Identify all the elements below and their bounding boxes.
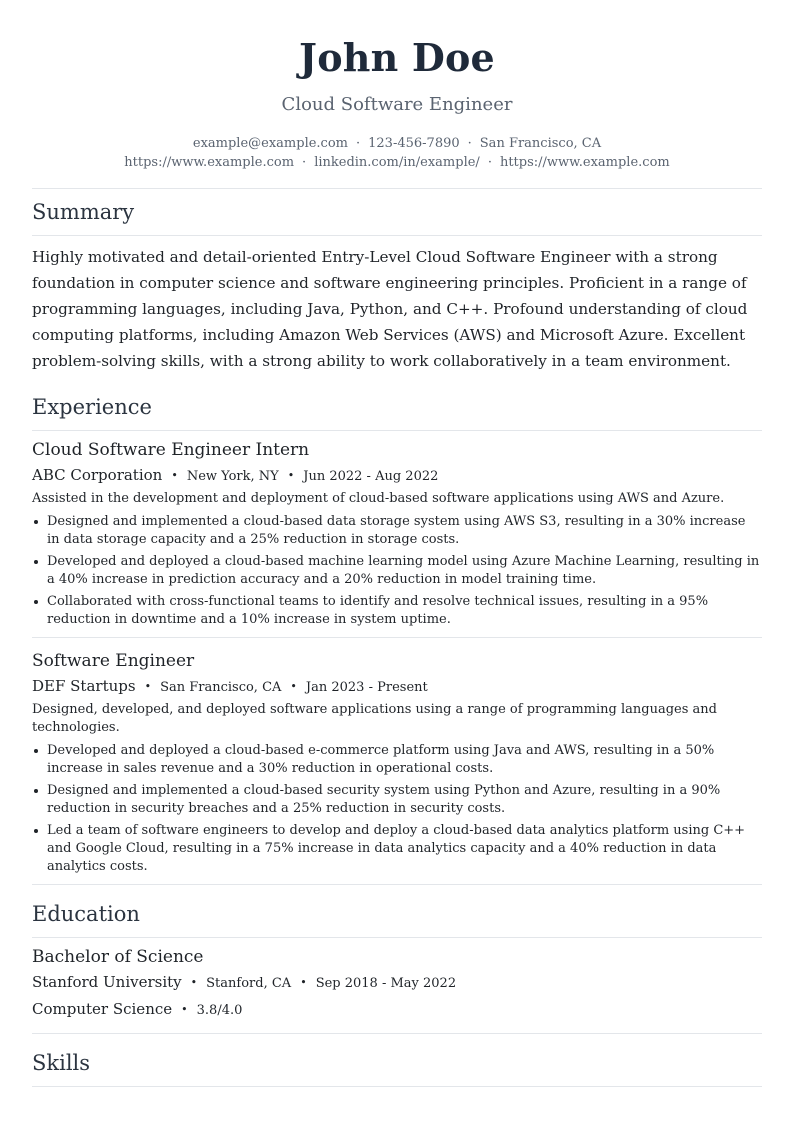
- contact-row-1: [32, 134, 762, 153]
- linkedin-link[interactable]: linkedin.com/in/example/: [314, 155, 480, 170]
- job-dates: Jan 2023 - Present: [305, 680, 428, 695]
- divider: [32, 430, 762, 431]
- school-location: Stanford, CA: [206, 976, 292, 991]
- section-heading-education: Education: [32, 902, 140, 926]
- candidate-title: Cloud Software Engineer: [281, 94, 513, 115]
- contact-row-2: [32, 153, 762, 172]
- separator: ·: [356, 136, 361, 151]
- summary-text: Highly motivated and detail-oriented Entry-Level Cloud Software Engineer with a strong foundation in computer science and software engineering principles. Proficient in a range of programming languages, including Java, Python, and C++. Profound understanding of cloud computing platforms, including Amazon Web Services (AWS) and Microsoft Azure. Excellent problem-solving skills, with a strong ability to work collaboratively in a team environment.: [32, 248, 748, 370]
- list-item: Led a team of software engineers to develop and deploy a cloud-based data analytics platform using C++ and Google Cloud, resulting in a 75% increase in data analytics capacity and a 40% reduction in data analytics costs.: [32, 822, 762, 876]
- divider: [32, 884, 762, 885]
- education-dates: Sep 2018 - May 2022: [315, 976, 457, 991]
- divider: [32, 235, 762, 236]
- job-meta: [32, 676, 762, 698]
- divider: [32, 188, 762, 189]
- divider: [32, 937, 762, 938]
- resume-page: [32, 0, 762, 1087]
- job-meta: [32, 465, 762, 487]
- meta-separator: •: [287, 469, 295, 482]
- separator: ·: [467, 136, 472, 151]
- website-link-2[interactable]: https://www.example.com: [499, 155, 670, 170]
- job-description: Assisted in the development and deployment of cloud-based software applications using AWS and Azure.: [32, 491, 725, 506]
- section-heading-experience: Experience: [32, 395, 152, 419]
- meta-separator: •: [300, 976, 307, 989]
- list-item: Developed and deployed a cloud-based machine learning model using Azure Machine Learning, resulting in a 40% increase in prediction accuracy and a 20% reduction in model training time.: [32, 553, 762, 589]
- list-item: Developed and deployed a cloud-based e-commerce platform using Java and AWS, resulting in a 50% increase in sales revenue and a 30% reduction in operational costs.: [32, 742, 762, 778]
- job-title: Software Engineer: [32, 651, 195, 671]
- job-bullets: [32, 742, 762, 876]
- job-location: New York, NY: [186, 469, 279, 484]
- field-of-study: Computer Science: [32, 1000, 173, 1018]
- school-name: Stanford University: [32, 973, 182, 991]
- candidate-name: John Doe: [299, 35, 495, 80]
- degree: Bachelor of Science: [32, 947, 204, 967]
- website-link[interactable]: https://www.example.com: [124, 155, 295, 170]
- job-title: Cloud Software Engineer Intern: [32, 440, 310, 460]
- separator: ·: [302, 155, 307, 170]
- gpa: 3.8/4.0: [196, 1003, 243, 1018]
- location: San Francisco, CA: [479, 136, 602, 151]
- company-name: ABC Corporation: [32, 466, 163, 484]
- meta-separator: •: [181, 1003, 188, 1016]
- section-heading-summary: Summary: [32, 200, 135, 224]
- section-heading-skills: Skills: [32, 1051, 91, 1075]
- divider: [32, 1086, 762, 1087]
- separator: ·: [487, 155, 492, 170]
- job-entry: [32, 650, 762, 876]
- divider: [32, 637, 762, 638]
- education-entry: [32, 946, 762, 1021]
- job-entry: [32, 439, 762, 629]
- education-meta: [32, 972, 762, 994]
- meta-separator: •: [190, 976, 198, 989]
- list-item: Collaborated with cross-functional teams to identify and resolve technical issues, resulting in a 95% reduction in downtime and a 10% increase in system uptime.: [32, 593, 762, 629]
- email-link[interactable]: example@example.com: [192, 136, 348, 151]
- meta-separator: •: [144, 680, 152, 693]
- divider: [32, 1033, 762, 1034]
- job-bullets: [32, 513, 762, 629]
- meta-separator: •: [290, 680, 297, 693]
- job-dates: Jun 2022 - Aug 2022: [303, 469, 439, 484]
- education-field-row: [32, 999, 762, 1021]
- phone: 123-456-7890: [368, 136, 460, 151]
- job-location: San Francisco, CA: [160, 680, 282, 695]
- company-name: DEF Startups: [32, 677, 136, 695]
- list-item: Designed and implemented a cloud-based security system using Python and Azure, resulting in a 90% reduction in security breaches and a 25% reduction in security costs.: [32, 782, 762, 818]
- meta-separator: •: [171, 469, 178, 482]
- list-item: Designed and implemented a cloud-based data storage system using AWS S3, resulting in a 30% increase in data storage capacity and a 25% reduction in storage costs.: [32, 513, 762, 549]
- job-description: Designed, developed, and deployed software applications using a range of programming languages and technologies.: [32, 702, 717, 735]
